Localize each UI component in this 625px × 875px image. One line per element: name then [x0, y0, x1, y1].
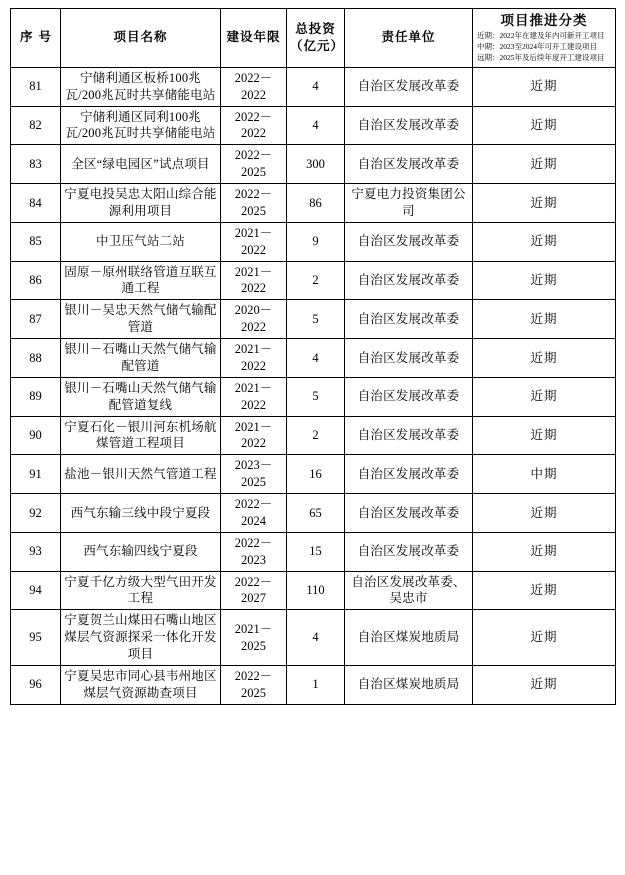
- period-start: 2022－: [234, 148, 273, 163]
- cell-project-name: 宁储利通区板桥100兆瓦/200兆瓦时共享储能电站: [61, 67, 221, 106]
- cell-period: [221, 106, 287, 145]
- period-end: 2022: [241, 397, 266, 412]
- cell-seq: 88: [11, 339, 61, 378]
- cell-seq: 82: [11, 106, 61, 145]
- cell-investment: 9: [287, 222, 345, 261]
- table-row: [11, 377, 616, 416]
- period-start: 2021－: [234, 380, 273, 395]
- cell-investment: 2: [287, 416, 345, 455]
- cell-classification: 近期: [473, 665, 616, 704]
- cell-classification: 近期: [473, 416, 616, 455]
- cell-seq: 81: [11, 67, 61, 106]
- cell-project-name: 宁夏贺兰山煤田石嘴山地区煤层气资源探采一体化开发项目: [61, 610, 221, 666]
- table-row: [11, 145, 616, 184]
- table-row: [11, 571, 616, 610]
- period-end: 2022: [241, 126, 266, 141]
- cell-classification: 近期: [473, 300, 616, 339]
- classification-note-far: 远期：2025年及后续年度开工建设项目: [477, 53, 605, 62]
- cell-classification: 近期: [473, 145, 616, 184]
- period-start: 2022－: [234, 109, 273, 124]
- column-header-period: 建设年限: [221, 9, 287, 68]
- cell-responsible-unit: 自治区发展改革委: [345, 145, 473, 184]
- cell-project-name: 银川－石嘴山天然气储气输配管道: [61, 339, 221, 378]
- table-row: [11, 416, 616, 455]
- period-start: 2021－: [234, 419, 273, 434]
- period-end: 2023: [241, 552, 266, 567]
- cell-responsible-unit: 自治区发展改革委: [345, 494, 473, 533]
- column-header-responsible-unit: 责任单位: [345, 9, 473, 68]
- cell-project-name: 宁储利通区同利100兆瓦/200兆瓦时共享储能电站: [61, 106, 221, 145]
- period-start: 2022－: [234, 70, 273, 85]
- project-list-table: [10, 8, 616, 705]
- period-end: 2025: [241, 475, 266, 490]
- cell-project-name: 宁夏吴忠市同心县韦州地区煤层气资源勘查项目: [61, 665, 221, 704]
- table-row: [11, 184, 616, 223]
- cell-seq: 96: [11, 665, 61, 704]
- cell-period: [221, 455, 287, 494]
- cell-project-name: 银川－石嘴山天然气储气输配管道复线: [61, 377, 221, 416]
- cell-investment: 16: [287, 455, 345, 494]
- column-header-investment-line1: 总投资: [295, 22, 336, 37]
- period-end: 2025: [241, 638, 266, 653]
- table-header-row: [11, 9, 616, 68]
- cell-seq: 92: [11, 494, 61, 533]
- cell-investment: 4: [287, 339, 345, 378]
- period-end: 2025: [241, 203, 266, 218]
- cell-period: [221, 532, 287, 571]
- cell-seq: 85: [11, 222, 61, 261]
- cell-classification: 近期: [473, 494, 616, 533]
- cell-classification: 中期: [473, 455, 616, 494]
- cell-responsible-unit: 自治区发展改革委: [345, 261, 473, 300]
- table-header: [11, 9, 616, 68]
- cell-investment: 110: [287, 571, 345, 610]
- cell-classification: 近期: [473, 532, 616, 571]
- cell-period: [221, 571, 287, 610]
- period-end: 2027: [241, 591, 266, 606]
- cell-project-name: 宁夏石化－银川河东机场航煤管道工程项目: [61, 416, 221, 455]
- cell-seq: 84: [11, 184, 61, 223]
- cell-project-name: 西气东输三线中段宁夏段: [61, 494, 221, 533]
- column-header-name: 项目名称: [61, 9, 221, 68]
- period-end: 2022: [241, 281, 266, 296]
- classification-title: 项目推进分类: [500, 13, 588, 28]
- classification-note-near: 近期：2022年在建及年内可新开工项目: [477, 31, 605, 41]
- period-end: 2022: [241, 87, 266, 102]
- table-row: [11, 339, 616, 378]
- column-header-classification: [473, 9, 616, 68]
- cell-project-name: 宁夏千亿方级大型气田开发工程: [61, 571, 221, 610]
- cell-investment: 5: [287, 300, 345, 339]
- cell-project-name: 全区“绿电园区”试点项目: [61, 145, 221, 184]
- cell-period: [221, 300, 287, 339]
- cell-investment: 4: [287, 67, 345, 106]
- cell-responsible-unit: 自治区发展改革委: [345, 222, 473, 261]
- period-end: 2022: [241, 436, 266, 451]
- cell-responsible-unit: 自治区发展改革委: [345, 416, 473, 455]
- table-row: [11, 665, 616, 704]
- column-header-investment-line2: （亿元）: [290, 38, 345, 53]
- cell-responsible-unit: 自治区发展改革委: [345, 300, 473, 339]
- cell-investment: 4: [287, 106, 345, 145]
- cell-period: [221, 377, 287, 416]
- period-start: 2022－: [234, 535, 273, 550]
- cell-seq: 93: [11, 532, 61, 571]
- period-start: 2021－: [234, 621, 273, 636]
- cell-investment: 2: [287, 261, 345, 300]
- cell-classification: 近期: [473, 610, 616, 666]
- cell-classification: 近期: [473, 222, 616, 261]
- period-start: 2022－: [234, 574, 273, 589]
- cell-seq: 83: [11, 145, 61, 184]
- period-start: 2021－: [234, 225, 273, 240]
- cell-responsible-unit: 宁夏电力投资集团公司: [345, 184, 473, 223]
- column-header-seq: 序号: [11, 9, 61, 68]
- period-start: 2022－: [234, 668, 273, 683]
- table-row: [11, 455, 616, 494]
- period-start: 2022－: [234, 497, 273, 512]
- cell-investment: 15: [287, 532, 345, 571]
- column-header-investment: [287, 9, 345, 68]
- period-end: 2025: [241, 165, 266, 180]
- period-start: 2021－: [234, 264, 273, 279]
- cell-period: [221, 184, 287, 223]
- cell-investment: 65: [287, 494, 345, 533]
- cell-responsible-unit: 自治区煤炭地质局: [345, 610, 473, 666]
- cell-period: [221, 261, 287, 300]
- cell-responsible-unit: 自治区发展改革委: [345, 377, 473, 416]
- cell-responsible-unit: 自治区发展改革委: [345, 532, 473, 571]
- cell-period: [221, 610, 287, 666]
- cell-responsible-unit: 自治区发展改革委: [345, 455, 473, 494]
- period-start: 2020－: [234, 303, 273, 318]
- cell-responsible-unit: 自治区发展改革委、吴忠市: [345, 571, 473, 610]
- table-row: [11, 610, 616, 666]
- cell-classification: 近期: [473, 377, 616, 416]
- cell-responsible-unit: 自治区发展改革委: [345, 106, 473, 145]
- cell-responsible-unit: 自治区煤炭地质局: [345, 665, 473, 704]
- cell-classification: 近期: [473, 339, 616, 378]
- cell-project-name: 西气东输四线宁夏段: [61, 532, 221, 571]
- table-body: [11, 67, 616, 704]
- period-start: 2023－: [234, 458, 273, 473]
- cell-seq: 94: [11, 571, 61, 610]
- cell-period: [221, 494, 287, 533]
- cell-period: [221, 416, 287, 455]
- cell-period: [221, 339, 287, 378]
- table-row: [11, 67, 616, 106]
- cell-classification: 近期: [473, 184, 616, 223]
- cell-investment: 4: [287, 610, 345, 666]
- cell-seq: 87: [11, 300, 61, 339]
- cell-responsible-unit: 自治区发展改革委: [345, 339, 473, 378]
- cell-project-name: 银川－吴忠天然气储气输配管道: [61, 300, 221, 339]
- cell-project-name: 固原－原州联络管道互联互通工程: [61, 261, 221, 300]
- table-row: [11, 261, 616, 300]
- cell-project-name: 盐池－银川天然气管道工程: [61, 455, 221, 494]
- cell-seq: 90: [11, 416, 61, 455]
- cell-seq: 95: [11, 610, 61, 666]
- cell-investment: 5: [287, 377, 345, 416]
- period-end: 2022: [241, 320, 266, 335]
- cell-classification: 近期: [473, 106, 616, 145]
- table-row: [11, 106, 616, 145]
- cell-project-name: 中卫压气站二站: [61, 222, 221, 261]
- cell-seq: 89: [11, 377, 61, 416]
- period-end: 2022: [241, 242, 266, 257]
- cell-period: [221, 222, 287, 261]
- table-row: [11, 300, 616, 339]
- cell-responsible-unit: 自治区发展改革委: [345, 67, 473, 106]
- cell-project-name: 宁夏电投吴忠太阳山综合能源利用项目: [61, 184, 221, 223]
- period-end: 2025: [241, 685, 266, 700]
- period-start: 2021－: [234, 342, 273, 357]
- cell-investment: 1: [287, 665, 345, 704]
- period-start: 2022－: [234, 187, 273, 202]
- cell-period: [221, 665, 287, 704]
- cell-period: [221, 67, 287, 106]
- period-end: 2022: [241, 358, 266, 373]
- table-row: [11, 532, 616, 571]
- cell-classification: 近期: [473, 67, 616, 106]
- cell-investment: 86: [287, 184, 345, 223]
- cell-seq: 86: [11, 261, 61, 300]
- classification-note-mid: 中期：2023至2024年可开工建设项目: [477, 42, 597, 51]
- table-row: [11, 222, 616, 261]
- cell-investment: 300: [287, 145, 345, 184]
- period-end: 2024: [241, 513, 266, 528]
- table-row: [11, 494, 616, 533]
- cell-seq: 91: [11, 455, 61, 494]
- cell-period: [221, 145, 287, 184]
- cell-classification: 近期: [473, 261, 616, 300]
- cell-classification: 近期: [473, 571, 616, 610]
